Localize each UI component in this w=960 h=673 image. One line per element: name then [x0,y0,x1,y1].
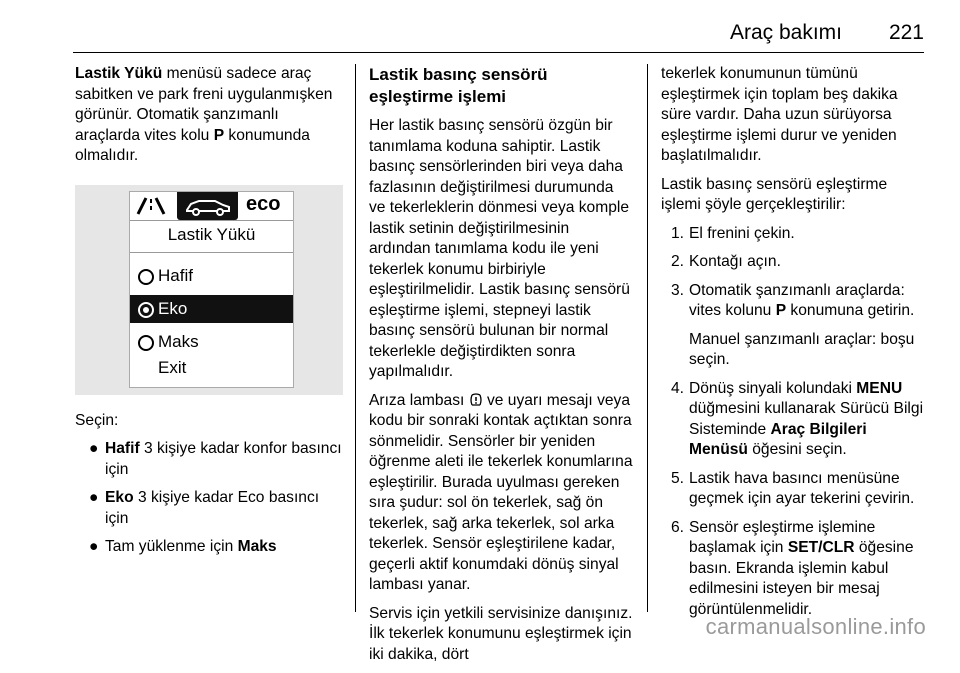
display-title: Lastik Yükü [167,224,256,244]
section-title: Araç bakımı [729,21,842,44]
step-number: 3. [671,281,685,299]
list-item [661,518,929,621]
paragraph: Servis için yetkili servisinize danışınız. İlk tekerlek konumunu eşleştirmek için iki dakika, dört [369,604,633,663]
paragraph: Her lastik basınç sensörü özgün bir tanımlama koduna sahiptir. Lastik basınç sensörlerinden biri veya daha fazlasının değiştirilmesi durumunda ve tekerleklerin dönmesi veya komple lastik setinin değiştirilmesinin ardından tanımlama kodu ile yeni tekerlek konumu birbiriyle eşleştirilmelidir. Lastik basınç sensörü eşleştirme işlemi, stepneyi lastik basınç sensörü bulunan bir normal tekerlekle değiştirdikten sonra yapılmalıdır. [369,117,630,380]
option-label: Eko [158,298,188,318]
option-label: Hafif [158,265,193,285]
bold-term: Hafif [105,440,140,457]
tire-warning-icon [469,393,483,407]
column-1 [75,64,343,566]
radio-selected-icon [138,302,154,318]
display-divider [130,252,293,253]
list-item [75,439,343,480]
column-divider [355,64,356,612]
column-2 [369,64,633,673]
bold-term: P [775,302,787,319]
list-item [661,224,929,245]
text-run: El frenini çekin. [689,224,795,242]
text-run: 3 kişiye kadar konfor basıncı için [105,440,342,478]
bold-term: SET/CLR [787,539,855,556]
text-run: Sensör eşleştirme işlemine başlamak için [689,518,876,556]
text-run: 3 kişiye kadar Eco basıncı için [105,489,320,527]
step-number: 5. [671,469,685,487]
list-item [661,281,929,371]
header-rule [73,52,924,53]
list-item [661,469,929,510]
bold-term: P [213,126,225,144]
step-number: 2. [671,253,685,270]
radio-icon [138,269,154,285]
text-run: öğesini seçin. [747,441,847,458]
option-maks [130,328,293,356]
intro-paragraph [75,64,343,167]
paragraph [369,391,633,596]
select-label: Seçin: [75,411,119,429]
text-run: Tam yüklenme için [105,538,238,555]
bold-term: Eko [105,489,134,506]
watermark: carmanualsonline.info [705,614,926,639]
bullet-icon: ● [89,489,99,506]
bold-term: Araç Bilgileri Menüsü [689,420,867,458]
eco-tab-label: eco [246,192,281,215]
text-run: menüsü sadece araç sabitken ve park freni uygulanmışken görünür. Otomatik şanzımanlı araçlarda vites kolu [75,65,333,144]
list-item [75,488,343,529]
page-header [0,0,960,56]
display-tab-bar [130,192,293,221]
list-item [661,252,929,273]
option-eko-selected [130,295,293,323]
text-run: ve uyarı mesajı veya kodu bir sonraki kontak açtıktan sonra sönmelidir. Sensörler bir yeniden öğrenme aleti ile tekerlek konumlarına eşleştirilir. Burada uyulması gereken sıra şudur: sol ön tekerlek, sağ ön tekerlek, sağ arka tekerlek, sol arka tekerlek. Sensör eşleştirilene kadar, geçerli aktif konumdaki dönüş sinyal lambası yanar. [369,391,633,593]
display-figure [75,185,343,395]
option-label: Maks [158,331,199,351]
list-item [75,537,343,558]
text-run: Otomatik şanzımanlı araçlarda: vites kolunu [689,281,905,319]
step-number: 1. [671,224,685,242]
text-run: Arıza lambası [369,391,469,409]
bold-term: Maks [237,538,277,555]
column-3 [661,64,929,628]
text-run: konumunda olmalıdır. [75,126,310,164]
display-screen [129,191,294,388]
step-list [661,224,929,621]
paragraph: tekerlek konumunun tümünü eşleştirmek için toplam beş dakika süre vardır. Daha uzun sürüyorsa eşleştirme işlemi durur ve yeniden başlatılmalıdır. [661,65,898,164]
option-hafif [130,262,293,290]
sub-paragraph: Manuel şanzımanlı araçlar: boşu seçin. [689,330,915,368]
bullet-icon: ● [89,538,99,555]
paragraph: Lastik basınç sensörü eşleştirme işlemi şöyle gerçekleştirilir: [661,175,888,213]
road-icon [134,192,174,220]
bullet-icon: ● [89,440,99,457]
step-number: 4. [671,379,685,397]
bold-term: Lastik Yükü [75,65,163,82]
section-heading: Lastik basınç sensörü eşleştirme işlemi [369,65,548,106]
option-list [75,439,343,558]
car-icon [177,192,238,220]
text-run: Dönüş sinyali kolundaki [689,379,857,397]
page-number: 221 [888,21,924,44]
display-tab-active [177,192,238,220]
text-run: konumuna getirin. [786,302,915,319]
column-divider [647,64,648,612]
text-run: Lastik hava basıncı menüsüne geçmek için ayar tekerini çevirin. [689,469,915,507]
radio-icon [138,335,154,351]
list-item [661,379,929,461]
text-run: Kontağı açın. [689,253,781,270]
text-run: düğmesini kullanarak Sürücü Bilgi Sisteminde [689,400,924,438]
exit-option: Exit [158,357,187,377]
text-run: öğesine basın. Ekranda işlemin kabul edilmesini isteyen bir mesaj görüntülenmelidir. [689,539,914,618]
step-number: 6. [671,518,685,536]
bold-term: MENU [856,379,903,397]
